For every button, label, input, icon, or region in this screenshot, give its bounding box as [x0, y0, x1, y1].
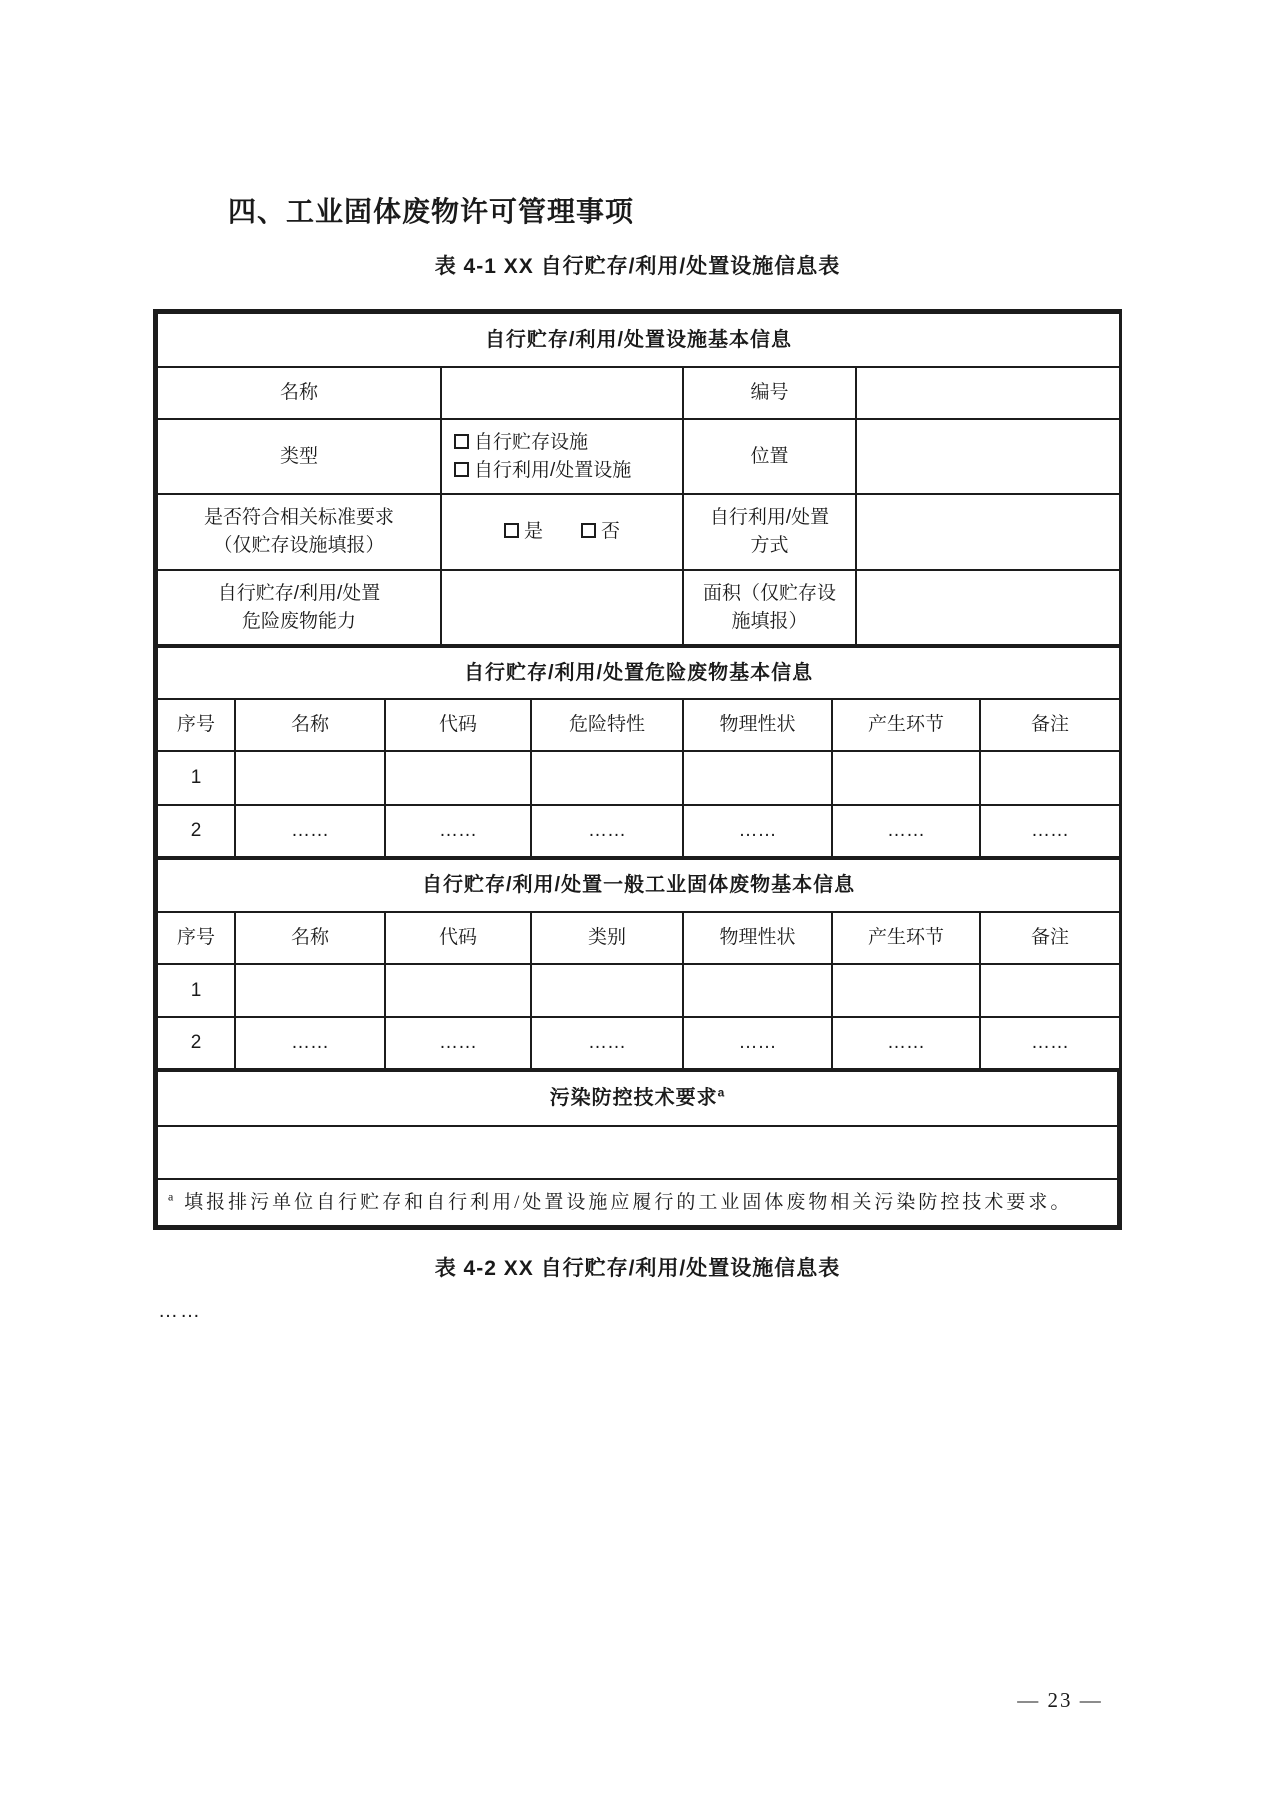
- checkbox-option-utilize: [454, 457, 678, 485]
- pollution-control-header-text: 污染防控技术要求: [549, 1087, 718, 1109]
- page-number-value: 23: [1047, 1688, 1073, 1712]
- cell-code: ……: [385, 805, 531, 857]
- value-hazardous-capacity: [441, 570, 683, 645]
- cell-code: [385, 964, 531, 1017]
- table-row: [157, 964, 1120, 1017]
- footnote-text: 填报排污单位自行贮存和自行利用/处置设施应履行的工业固体废物相关污染防控技术要求。: [184, 1191, 1073, 1213]
- column-header-name: 名称: [235, 912, 385, 964]
- pollution-control-footnote-marker: a: [717, 1085, 726, 1100]
- column-header-generation-stage: 产生环节: [832, 912, 980, 964]
- cell-seq: 2: [157, 805, 235, 857]
- label-hazardous-capacity-line1: 自行贮存/利用/处置: [217, 582, 381, 604]
- column-header-physical-state: 物理性状: [683, 699, 832, 751]
- section-header-general: 自行贮存/利用/处置一般工业固体废物基本信息: [157, 859, 1120, 912]
- cell-generation-stage: ……: [832, 1017, 980, 1069]
- footnote-marker: a: [168, 1189, 177, 1204]
- cell-seq: 1: [157, 964, 235, 1017]
- label-utilize-dispose-method: [683, 494, 856, 570]
- column-header-category: 类别: [531, 912, 683, 964]
- cell-seq: 2: [157, 1017, 235, 1069]
- cell-remarks: ……: [980, 805, 1120, 857]
- hazardous-waste-table: [156, 646, 1121, 858]
- column-header-hazard-property: 危险特性: [531, 699, 683, 751]
- cell-name: ……: [235, 1017, 385, 1069]
- label-standard-compliance: [157, 494, 441, 570]
- column-header-code: 代码: [385, 699, 531, 751]
- general-waste-table: [156, 858, 1121, 1070]
- cell-hazard-property: ……: [531, 805, 683, 857]
- label-number: 编号: [683, 367, 856, 419]
- table-row: [157, 805, 1120, 857]
- footnote-cell: [157, 1179, 1118, 1226]
- column-header-generation-stage: 产生环节: [832, 699, 980, 751]
- label-type: 类型: [157, 419, 441, 494]
- value-location: [856, 419, 1120, 494]
- cell-remarks: ……: [980, 1017, 1120, 1069]
- label-name: 名称: [157, 367, 441, 419]
- cell-code: ……: [385, 1017, 531, 1069]
- checkbox-no-label: 否: [601, 521, 621, 543]
- checkbox-utilize-dispose-facility-icon: [454, 462, 469, 477]
- table-row: [157, 751, 1120, 805]
- continuation-ellipsis: ……: [158, 1300, 202, 1322]
- checkbox-option-storage: [454, 429, 678, 457]
- section-heading: 四、工业固体废物许可管理事项: [228, 196, 635, 227]
- value-utilize-dispose-method: [856, 494, 1120, 570]
- label-hazardous-capacity-line2: 危险废物能力: [241, 610, 356, 632]
- checkbox-yes-label: 是: [523, 521, 543, 543]
- page-number-right-dash: —: [1079, 1688, 1103, 1712]
- cell-physical-state: ……: [683, 1017, 832, 1069]
- label-location: 位置: [683, 419, 856, 494]
- column-header-code: 代码: [385, 912, 531, 964]
- label-hazardous-capacity: [157, 570, 441, 645]
- label-standard-compliance-line2: （仅贮存设施填报）: [213, 535, 385, 556]
- cell-generation-stage: [832, 964, 980, 1017]
- cell-generation-stage: [832, 751, 980, 805]
- checkbox-no-icon: [581, 523, 596, 538]
- cell-name: [235, 964, 385, 1017]
- pollution-control-body-cell: [157, 1126, 1118, 1179]
- table-row: [157, 1017, 1120, 1069]
- label-standard-compliance-line1: 是否符合相关标准要求: [203, 507, 394, 529]
- label-utilize-dispose-method-line2: 方式: [750, 535, 789, 556]
- label-area-line2: 施填报）: [731, 610, 808, 632]
- cell-category: [531, 964, 683, 1017]
- column-header-physical-state: 物理性状: [683, 912, 832, 964]
- table-4-2-title: 表 4-2 XX 自行贮存/利用/处置设施信息表: [434, 1257, 841, 1280]
- cell-remarks: [980, 751, 1120, 805]
- checkbox-storage-facility-label: 自行贮存设施: [474, 431, 589, 453]
- section-header-pollution-control: [157, 1071, 1118, 1126]
- facility-basic-info-table: [156, 312, 1121, 646]
- label-utilize-dispose-method-line1: 自行利用/处置: [709, 507, 830, 529]
- cell-hazard-property: [531, 751, 683, 805]
- value-number: [856, 367, 1120, 419]
- column-header-name: 名称: [235, 699, 385, 751]
- cell-physical-state: [683, 964, 832, 1017]
- value-standard-compliance: [441, 494, 683, 570]
- checkbox-utilize-dispose-facility-label: 自行利用/处置设施: [474, 459, 632, 481]
- value-name: [441, 367, 683, 419]
- cell-physical-state: ……: [683, 805, 832, 857]
- column-header-seq: 序号: [157, 912, 235, 964]
- label-area: [683, 570, 856, 645]
- cell-name: ……: [235, 805, 385, 857]
- column-header-seq: 序号: [157, 699, 235, 751]
- value-type-checkboxes: [441, 419, 683, 494]
- cell-seq: 1: [157, 751, 235, 805]
- section-header-basic: 自行贮存/利用/处置设施基本信息: [157, 313, 1120, 367]
- value-area: [856, 570, 1120, 645]
- cell-code: [385, 751, 531, 805]
- cell-remarks: [980, 964, 1120, 1017]
- pollution-control-table: [156, 1070, 1119, 1227]
- table-4-1: [153, 309, 1122, 1230]
- cell-name: [235, 751, 385, 805]
- column-header-remarks: 备注: [980, 699, 1120, 751]
- page-number: [955, 1688, 1165, 1713]
- label-area-line1: 面积（仅贮存设: [702, 582, 836, 604]
- section-header-hazardous: 自行贮存/利用/处置危险废物基本信息: [157, 647, 1120, 699]
- cell-physical-state: [683, 751, 832, 805]
- column-header-remarks: 备注: [980, 912, 1120, 964]
- table-4-1-title: 表 4-1 XX 自行贮存/利用/处置设施信息表: [434, 255, 841, 278]
- page-number-left-dash: —: [1017, 1688, 1041, 1712]
- cell-generation-stage: ……: [832, 805, 980, 857]
- cell-category: ……: [531, 1017, 683, 1069]
- checkbox-yes-icon: [504, 523, 519, 538]
- checkbox-storage-facility-icon: [454, 434, 469, 449]
